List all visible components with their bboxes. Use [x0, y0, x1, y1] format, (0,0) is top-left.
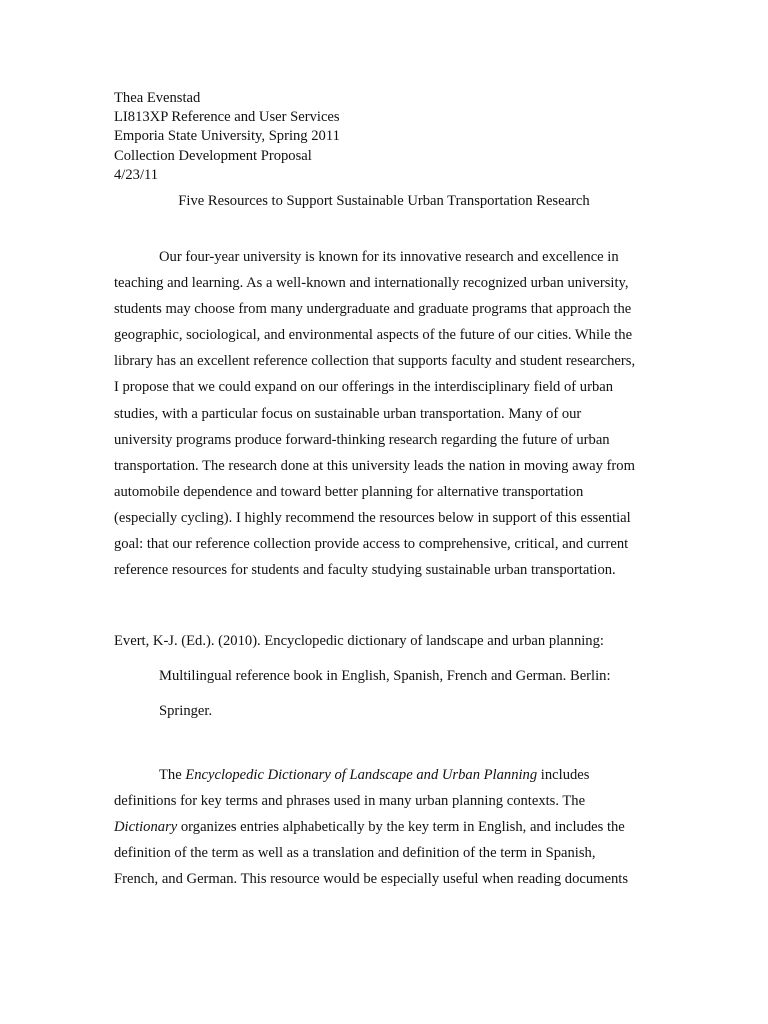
citation-line: Evert, K-J. (Ed.). (2010). Encyclopedic dictionary of landscape and urban planning:	[114, 633, 604, 649]
book-short-title-italic: Dictionary	[114, 819, 178, 836]
intro-line: Our four-year university is known for its innovative research and excellence in	[159, 249, 619, 265]
intro-line: (especially cycling). I highly recommend the resources below in support of this essential	[114, 509, 631, 526]
institution-term: Emporia State University, Spring 2011	[114, 128, 340, 145]
document-date: 4/23/11	[114, 166, 159, 183]
intro-line: reference resources for students and faculty studying sustainable urban transportation.	[114, 562, 616, 579]
intro-line: I propose that we could expand on our offerings in the interdisciplinary field of urban	[114, 379, 614, 396]
annotation-line	[114, 762, 654, 788]
annotation-line	[114, 814, 654, 840]
annotation-paragraph	[114, 762, 654, 892]
author-name: Thea Evenstad	[114, 90, 201, 106]
document-header	[114, 89, 340, 185]
intro-line: transportation. The research done at this university leads the nation in moving away from	[114, 457, 635, 474]
intro-line: library has an excellent reference collection that supports faculty and student researchers,	[114, 353, 636, 370]
annotation-text: includes	[537, 767, 590, 783]
annotation-line: definition of the term as well as a translation and definition of the term in Spanish,	[114, 845, 596, 862]
intro-line: goal: that our reference collection provide access to comprehensive, critical, and current	[114, 536, 629, 553]
citation-entry	[114, 624, 611, 729]
citation-line: Springer.	[159, 703, 213, 719]
intro-line: automobile dependence and toward better planning for alternative transportation	[114, 483, 584, 500]
intro-line: studies, with a particular focus on sustainable urban transportation. Many of our	[114, 405, 582, 422]
annotation-line: French, and German. This resource would be especially useful when reading documents	[114, 871, 629, 888]
assignment-title: Collection Development Proposal	[114, 147, 312, 164]
annotation-text: The	[159, 767, 186, 783]
intro-line: university programs produce forward-thinking research regarding the future of urban	[114, 431, 610, 448]
intro-line: teaching and learning. As a well-known and internationally recognized urban university,	[114, 275, 629, 292]
intro-line: geographic, sociological, and environmental aspects of the future of our cities. While the	[114, 327, 633, 344]
document-title: Five Resources to Support Sustainable Urban Transportation Research	[178, 193, 590, 209]
annotation-line: definitions for key terms and phrases used in many urban planning contexts. The	[114, 793, 586, 810]
course-name: LI813XP Reference and User Services	[114, 109, 340, 126]
book-title-italic: Encyclopedic Dictionary of Landscape and Urban Planning	[185, 767, 538, 783]
annotation-text: organizes entries alphabetically by the key term in English, and includes the	[177, 819, 625, 836]
citation-line: Multilingual reference book in English, Spanish, French and German. Berlin:	[159, 668, 611, 684]
intro-line: students may choose from many undergraduate and graduate programs that approach the	[114, 301, 632, 318]
intro-paragraph	[114, 244, 654, 583]
